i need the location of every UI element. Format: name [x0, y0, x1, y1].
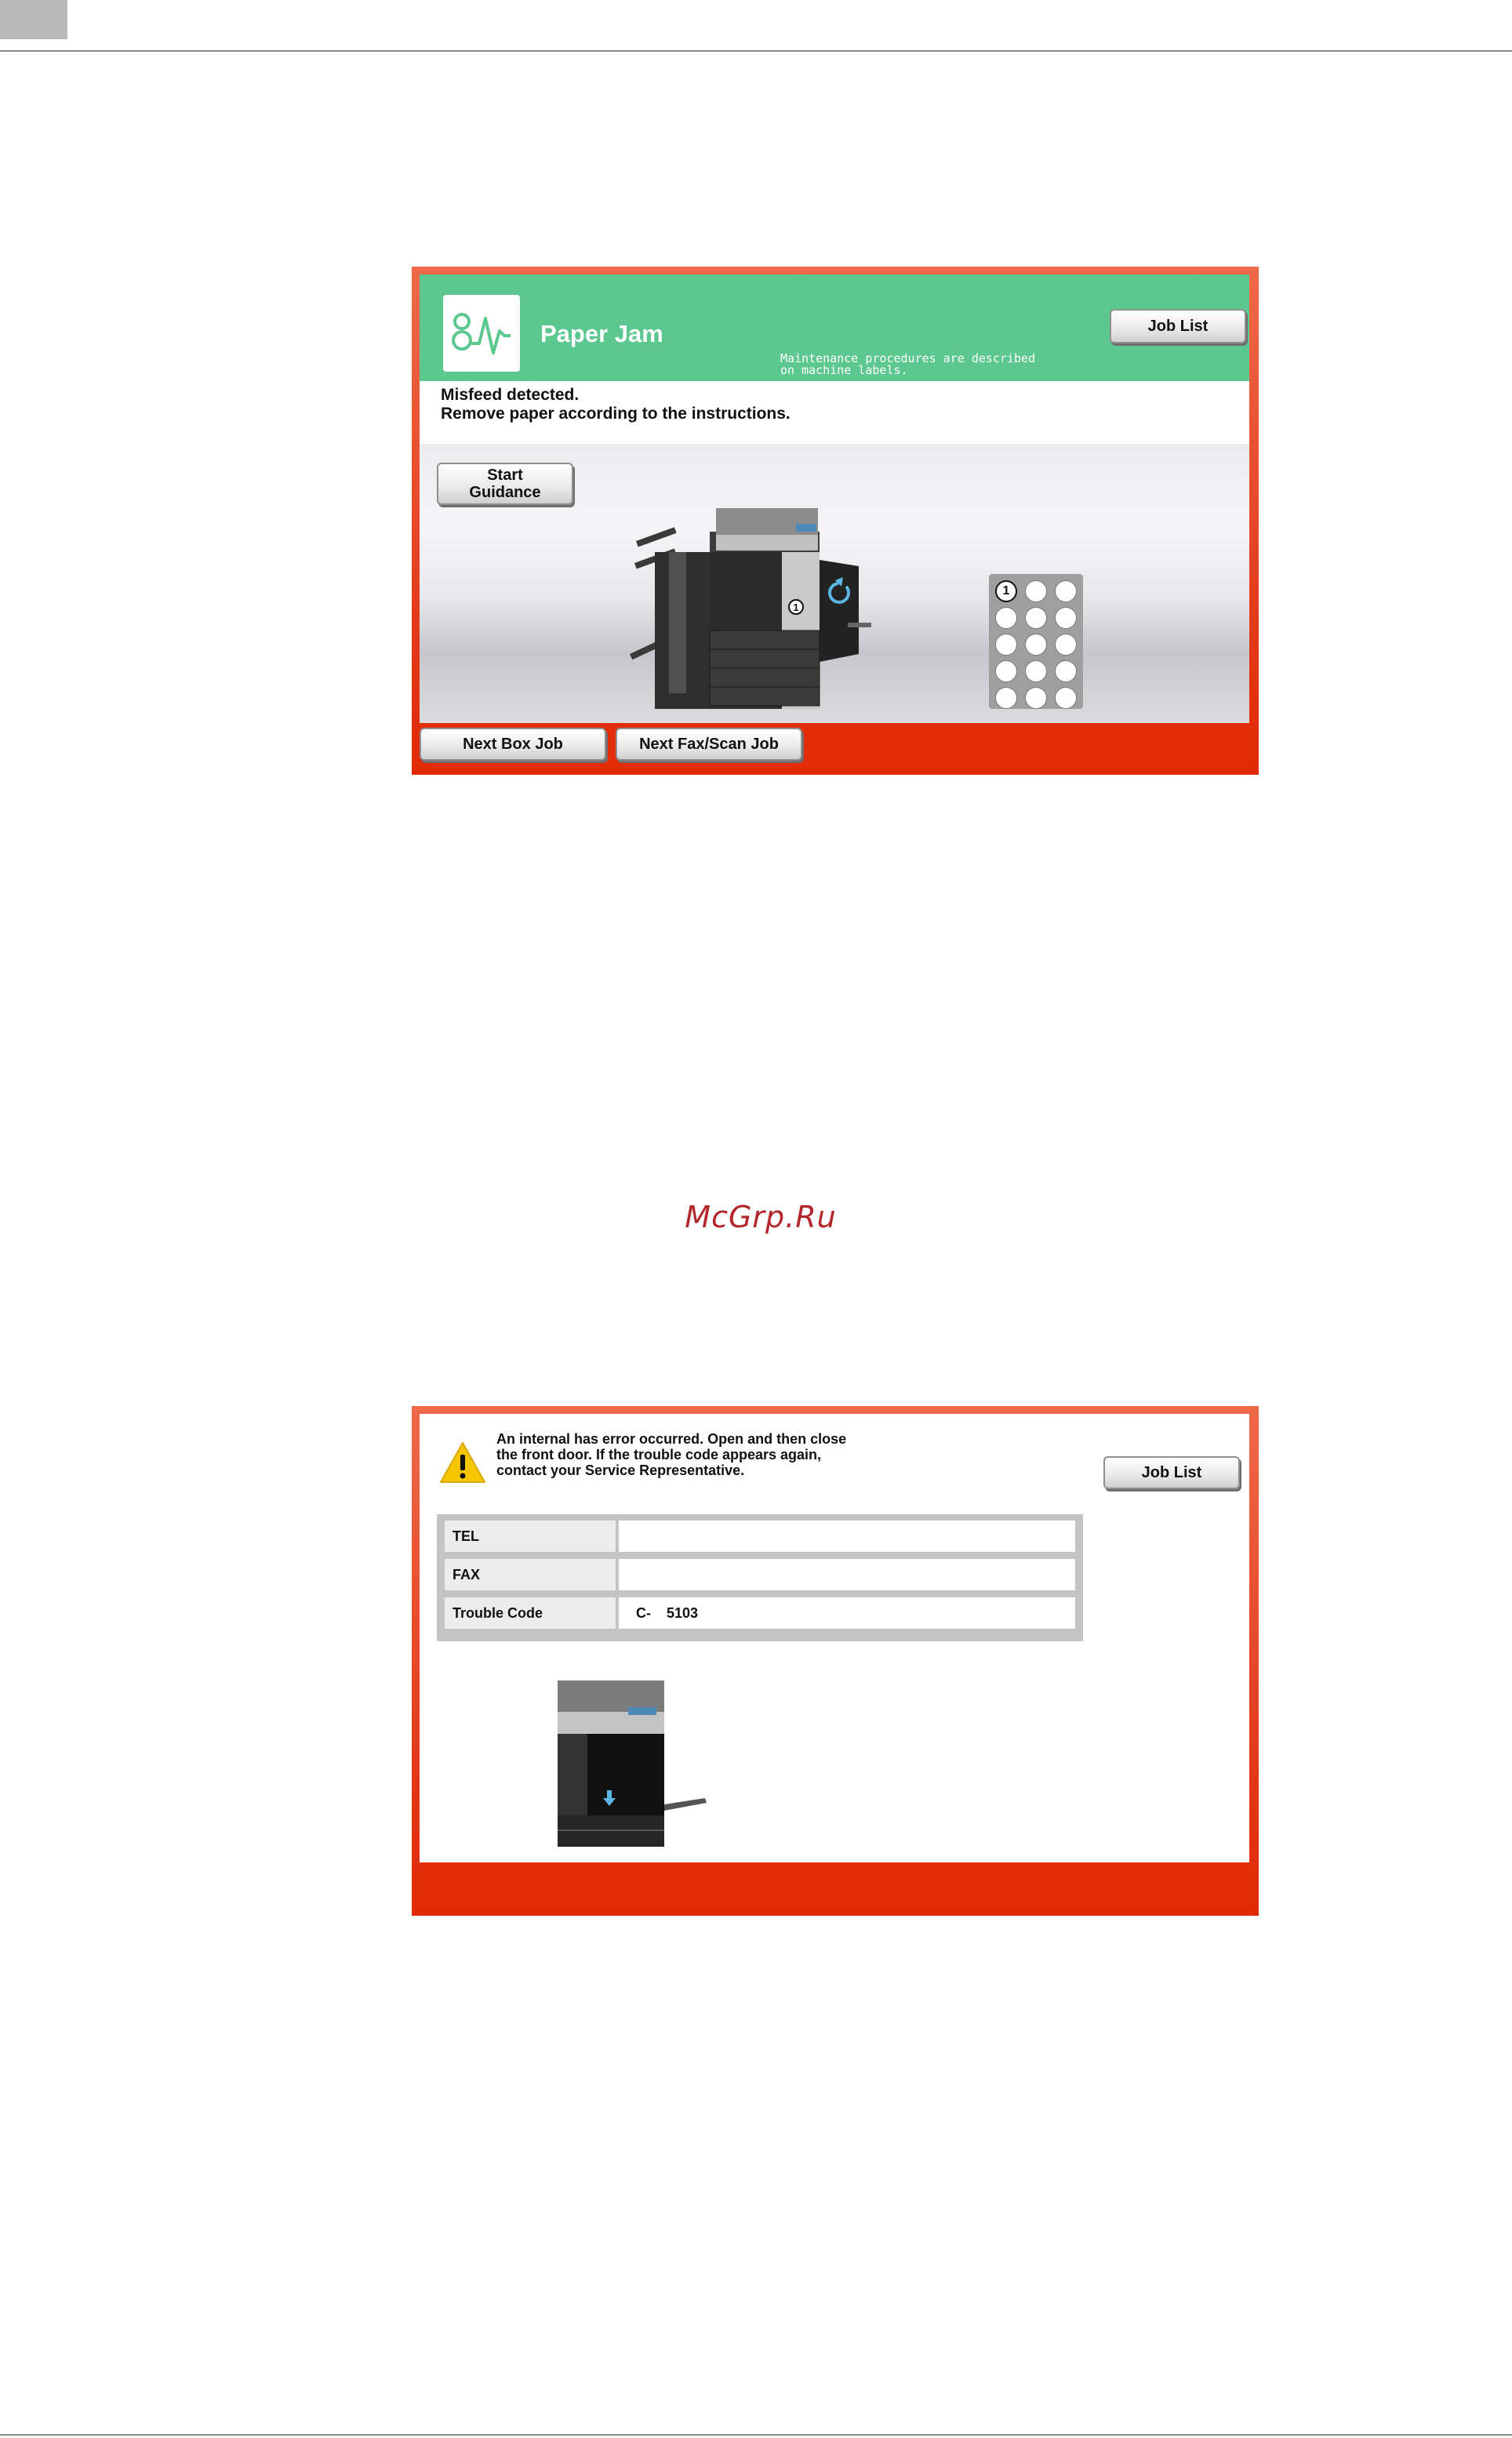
jam-location-slot — [1025, 607, 1047, 629]
jam-illustration-area — [420, 444, 1249, 723]
warning-icon — [438, 1441, 487, 1484]
jam-location-slot — [1025, 687, 1047, 709]
trouble-code-screen — [412, 1406, 1259, 1916]
job-list-button[interactable]: Job List — [1103, 1456, 1240, 1489]
table-row — [445, 1597, 1075, 1629]
row-value — [619, 1559, 1075, 1590]
jam-location-slot: 1 — [995, 580, 1017, 602]
maintenance-note — [780, 353, 1094, 376]
jam-location-slot — [1055, 634, 1077, 656]
next-fax-scan-job-button[interactable]: Next Fax/Scan Job — [616, 728, 802, 761]
jam-location-slot — [1025, 580, 1047, 602]
maintenance-note-line: Maintenance procedures are described — [780, 351, 1036, 365]
mfp-machine-illustration — [623, 505, 914, 721]
next-box-job-button[interactable]: Next Box Job — [420, 728, 606, 761]
jam-message — [420, 381, 1249, 444]
jam-location-slot — [995, 607, 1017, 629]
table-row — [445, 1521, 1075, 1552]
start-guidance-button[interactable] — [437, 463, 573, 505]
row-label: FAX — [445, 1559, 616, 1590]
trouble-message-line: contact your Service Representative. — [496, 1462, 745, 1478]
header-rule — [0, 50, 1512, 52]
start-guidance-label: Guidance — [469, 484, 541, 501]
mfp-front-door-illustration — [551, 1680, 708, 1847]
jam-location-slot — [1055, 687, 1077, 709]
job-list-button[interactable]: Job List — [1110, 309, 1246, 343]
trouble-code-value: C- 5103 — [619, 1597, 1075, 1629]
jam-location-slot — [995, 634, 1017, 656]
start-guidance-label: Start — [487, 467, 523, 484]
row-label: TEL — [445, 1521, 616, 1552]
row-label: Trouble Code — [445, 1597, 616, 1629]
table-row — [445, 1559, 1075, 1590]
jam-location-slot — [1055, 607, 1077, 629]
paper-jam-bottom-bar — [420, 723, 1249, 767]
paper-jam-icon — [443, 295, 520, 372]
page-corner-tab — [0, 0, 67, 39]
maintenance-note-line: on machine labels. — [780, 363, 908, 377]
service-info-table — [437, 1514, 1083, 1641]
jam-location-slot — [1025, 660, 1047, 682]
jam-location-slot — [995, 687, 1017, 709]
footer-rule — [0, 2434, 1512, 2436]
trouble-message-line: the front door. If the trouble code appears again, — [496, 1447, 822, 1462]
jam-message-line: Misfeed detected. — [441, 386, 580, 404]
paper-jam-screen — [412, 267, 1259, 775]
jam-location-slot — [1025, 634, 1047, 656]
jam-location-slot — [1055, 660, 1077, 682]
jam-message-line: Remove paper according to the instructions. — [441, 405, 791, 423]
watermark: McGrp.Ru — [685, 1200, 837, 1234]
jam-location-slot — [1055, 580, 1077, 602]
trouble-bottom-bar — [420, 1862, 1249, 1908]
trouble-content — [420, 1414, 1249, 1862]
paper-jam-header — [420, 274, 1249, 381]
trouble-message — [496, 1431, 857, 1478]
jam-location-grid — [989, 574, 1083, 709]
jam-location-slot — [995, 660, 1017, 682]
row-value — [619, 1521, 1075, 1552]
page-title: Paper Jam — [540, 320, 663, 347]
jam-position-marker: 1 — [793, 601, 799, 613]
trouble-message-line: An internal has error occurred. Open and then close — [496, 1431, 847, 1447]
